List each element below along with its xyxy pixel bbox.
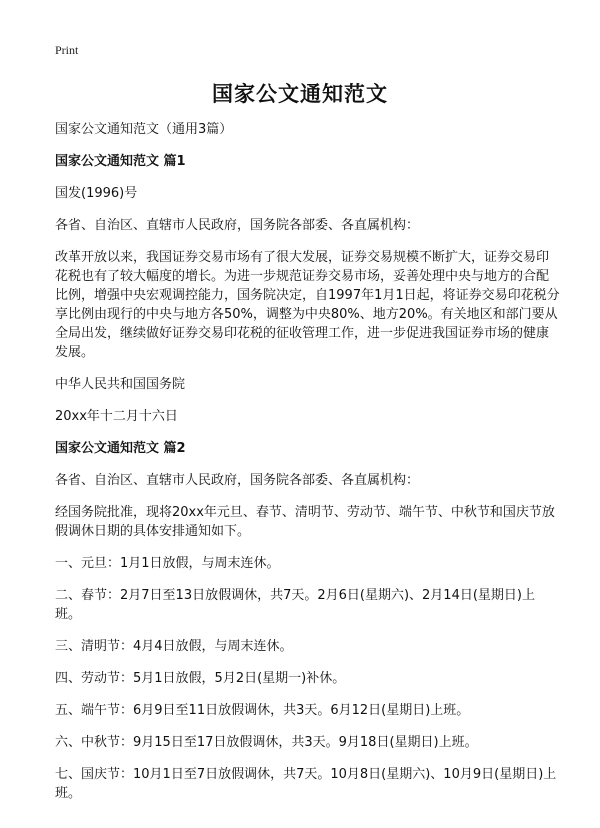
section1-recipients: 各省、自治区、直辖市人民政府，国务院各部委、各直属机构： [55, 218, 420, 233]
holiday-item: 四、劳动节：5月1日放假，5月2日(星期一)补休。 [55, 671, 346, 686]
section1-issuer: 中华人民共和国国务院 [55, 377, 186, 392]
document-body [55, 120, 560, 816]
section1-body: 改革开放以来，我国证券交易市场有了很大发展，证券交易规模不断扩大，证券交易印花税也有了较大幅度的增长。为进一步规范证券交易市场，妥善处理中央与地方的合配比例，增强中央宏观调控能力，国务院决定，自1997年1月1日起，将证券交易印花税分享比例由现行的中央与地方各50%，调整为中央80%、地方20%。有关地区和部门要从全局出发，继续做好证券交易印花税的征收管理工作，进一步促进我国证券市场的健康发展。 [55, 250, 560, 360]
holiday-item: 二、春节：2月7日至13日放假调休，共7天。2月6日(星期六)、2月14日(星期日)上班。 [55, 588, 535, 622]
page-title: 国家公文通知范文 [212, 82, 388, 106]
section2-recipients: 各省、自治区、直辖市人民政府，国务院各部委、各直属机构： [55, 473, 420, 488]
section1-heading: 国家公文通知范文 篇1 [55, 154, 186, 169]
print-label[interactable]: Print [55, 43, 79, 57]
section1-doc-number: 国发(1996)号 [55, 186, 138, 201]
subtitle: 国家公文通知范文（通用3篇） [55, 122, 233, 137]
holiday-item: 七、国庆节：10月1日至7日放假调休，共7天。10月8日(星期六)、10月9日(星期日)上班。 [55, 767, 557, 801]
holiday-item: 三、清明节：4月4日放假，与周末连休。 [55, 639, 293, 654]
section2-intro: 经国务院批准，现将20xx年元旦、春节、清明节、劳动节、端午节、中秋节和国庆节放假调休日期的具体安排通知如下。 [55, 505, 555, 539]
section2-heading: 国家公文通知范文 篇2 [55, 441, 186, 456]
section1-date: 20xx年十二月十六日 [55, 409, 178, 424]
holiday-item: 一、元旦：1月1日放假，与周末连休。 [55, 556, 280, 571]
holiday-item: 五、端午节：6月9日至11日放假调休，共3天。6月12日(星期日)上班。 [55, 703, 470, 718]
holiday-item: 六、中秋节：9月15日至17日放假调休，共3天。9月18日(星期日)上班。 [55, 735, 478, 750]
